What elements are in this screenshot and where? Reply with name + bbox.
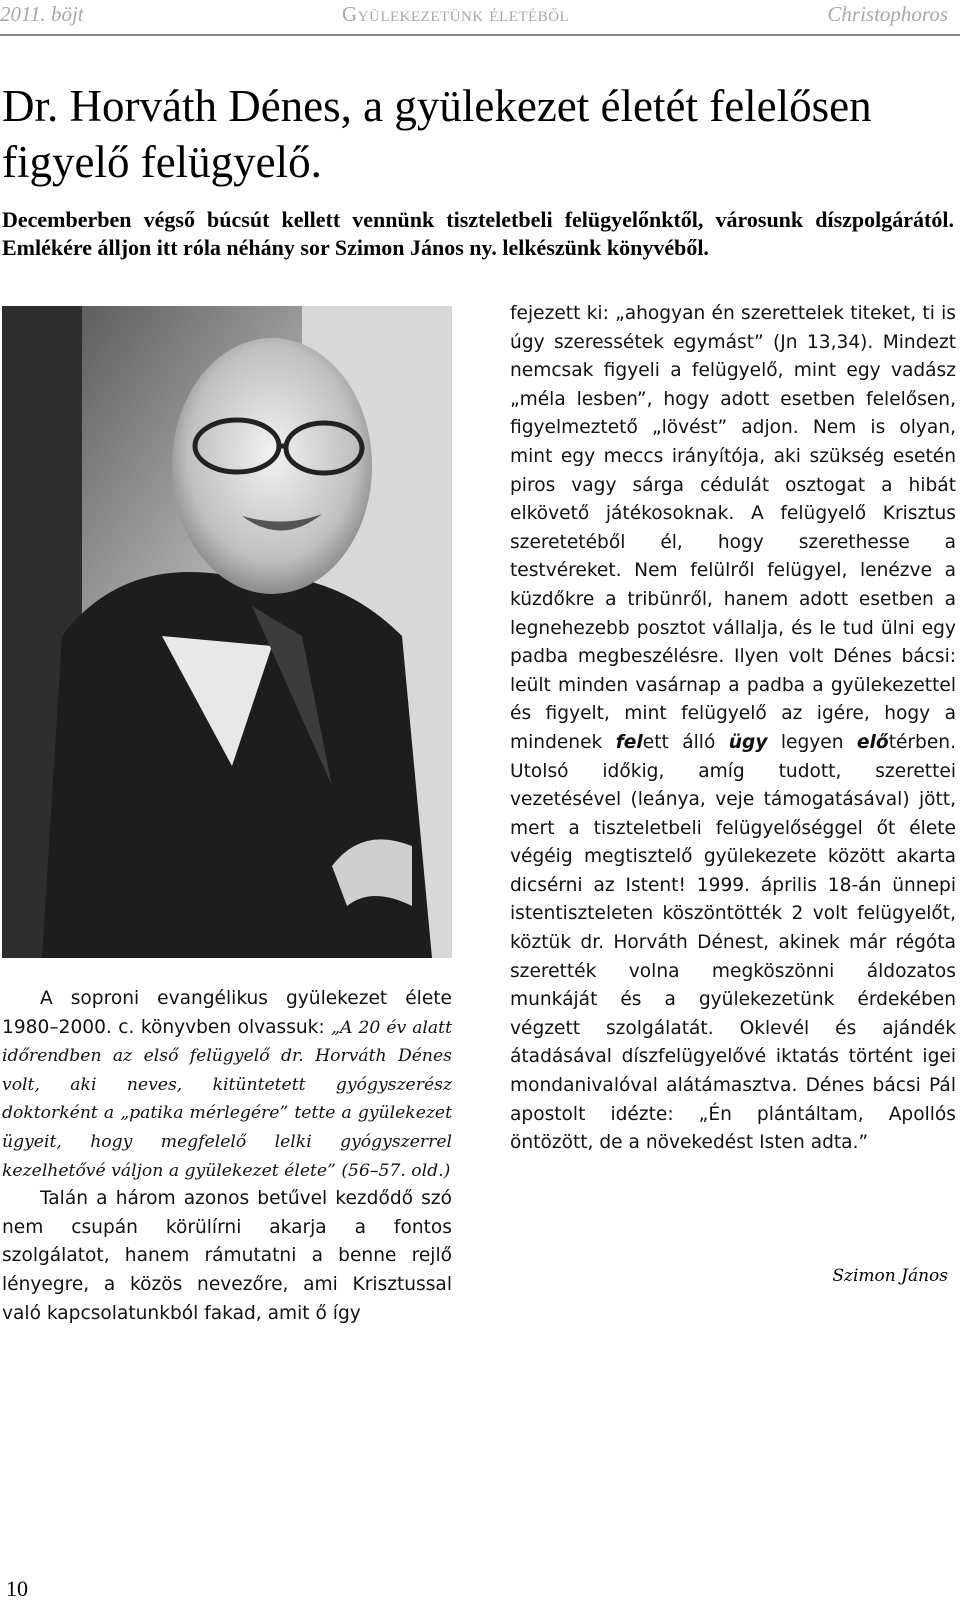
emphasis-elo: elő (856, 731, 889, 753)
header-issue: 2011. böjt (0, 2, 84, 26)
portrait-illustration (2, 306, 452, 958)
portrait-photo (2, 306, 452, 958)
left-paragraph-2: Talán a három azonos betűvel kezdődő szó nem csupán körülírni akarja a fontos szolgálatot, hanem rámutatni a benne rejlő lényegre, a közös nevezőre, ami Krisztussal való kapcsolatunkból fakad, amit ő így (2, 1188, 452, 1324)
left-paragraph-1 (2, 985, 452, 1185)
left-column (2, 985, 452, 1328)
left-paragraph-1-quote: „A 20 év alatt időrendben az első felügyelő dr. Horváth Dénes volt, aki neves, kitüntetett gyógyszerész doktorként a „patika mérlegére” tette a gyülekezet ügyeit, hogy megfelelő lelki gyógyszerrel kezelhetővé váljon a gyülekezet élete” (56–57. old.) (2, 1017, 452, 1181)
emphasis-ugy: ügy (728, 731, 768, 753)
right-text-1: fejezett ki: „ahogyan én szerettelek titeket, ti is úgy szeressétek egymást” (Jn 13,34). Mindezt nemcsak figyeli a felügyelő, mint egy vadász „méla lesben”, hogy adott esetben felelősen, figyelmeztető „lövést” adjon. Nem is olyan, mint egy meccs irányítója, aki szükség esetén piros vagy sárga cédulát osztogat a hibát elkövető játékosoknak. A felügyelő Krisztus szeretetéből él, hogy szerethesse a testvéreket. Nem felülről felügyel, lenézve a küzdőkre a tribünről, hanem adott esetben a legnehezebb posztot vállalja, és le tud ülni egy padba megbeszélésre. Ilyen volt Dénes bácsi: leült minden vasárnap a padba a gyülekezettel és figyelt, mint felügyelő az igére, hogy a mindenek (510, 303, 956, 753)
left-paragraph-1-intro: A soproni evangélikus gyülekezet élete 1980–2000. c. könyvben olvassuk: (2, 988, 452, 1038)
header-section: Gyülekezetünk életéből (342, 2, 570, 26)
right-paragraph (510, 300, 956, 1158)
page-header (0, 0, 960, 34)
right-text-2: ett álló (642, 731, 729, 753)
header-divider (0, 34, 960, 36)
article-title: Dr. Horváth Dénes, a gyülekezet életét felelősen figyelő felügyelő. (2, 81, 872, 187)
page-number: 10 (6, 1576, 28, 1601)
right-column (510, 300, 956, 1158)
author-signature: Szimon János (832, 1266, 948, 1286)
emphasis-fel: fel (615, 731, 643, 753)
header-publication: Christophoros (827, 2, 948, 26)
article-lead: Decemberben végső búcsút kellett vennünk tiszteletbeli felügyelőnktől, városunk díszpolgárától. Emlékére álljon itt róla néhány sor Szimon János ny. lelkészünk könyvéből. (2, 207, 954, 260)
right-text-3: legyen (767, 731, 857, 753)
right-text-4: térben. Utolsó időkig, amíg tudott, szerettei vezetésével (leánya, veje támogatásával) jött, mert a tiszteletbeli felügyelőséggel őt élete végéig megtisztelő gyülekezete között akarta dicsérni az Istent! 1999. április 18-án ünnepi istentiszteleten köszöntötték 2 volt felügyelőt, köztük dr. Horváth Dénest, akinek már régóta szerették volna megköszönni áldozatos munkáját és a gyülekezetünk érdekében végzett szolgálatát. Oklevél és ajándék átadásával díszfelügyelővé iktatás történt igei mondanivalóval alátámasztva. Dénes bácsi Pál apostolt idézte: „Én plántáltam, Apollós öntözött, de a növekedést Isten adta.” (510, 731, 956, 1154)
